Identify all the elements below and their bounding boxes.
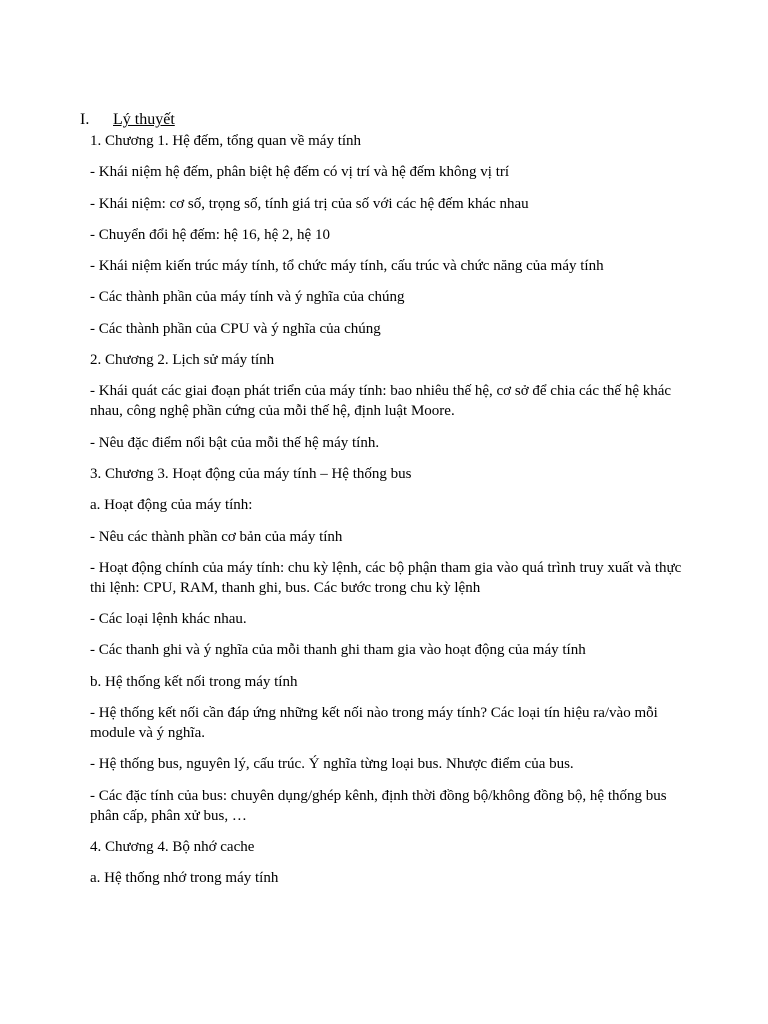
list-item: - Khái niệm: cơ số, trọng số, tính giá trị của số với các hệ đếm khác nhau: [90, 195, 529, 212]
section-title: Lý thuyết: [113, 111, 175, 128]
list-item: - Các thanh ghi và ý nghĩa của mỗi thanh ghi tham gia vào hoạt động của máy tính: [90, 642, 586, 659]
list-item: - Hệ thống kết nối cần đáp ứng những kết nối nào trong máy tính? Các loại tín hiệu ra/vào mỗi module và ý nghĩa.: [90, 705, 658, 742]
list-item: - Các thành phần của CPU và ý nghĩa của chúng: [90, 320, 381, 337]
subsection-heading: b. Hệ thống kết nối trong máy tính: [90, 673, 298, 690]
list-item: - Khái quát các giai đoạn phát triển của máy tính: bao nhiêu thế hệ, cơ sở để chia các thế hệ khác nhau, công nghệ phần cứng của mỗi thế hệ, định luật Moore.: [90, 383, 672, 420]
chapter-heading: 1. Chương 1. Hệ đếm, tổng quan về máy tính: [90, 133, 362, 149]
list-item: - Hệ thống bus, nguyên lý, cấu trúc. Ý nghĩa từng loại bus. Nhược điểm của bus.: [90, 756, 574, 773]
list-item: - Hoạt động chính của máy tính: chu kỳ lệnh, các bộ phận tham gia vào quá trình truy xuất và thực thi lệnh: CPU, RAM, thanh ghi, bus. Các bước trong chu kỳ lệnh: [90, 559, 682, 596]
chapter-heading: 3. Chương 3. Hoạt động của máy tính – Hệ thống bus: [90, 465, 412, 482]
list-item: - Các loại lệnh khác nhau.: [90, 611, 247, 628]
section-heading: [80, 110, 175, 130]
list-item: - Chuyển đổi hệ đếm: hệ 16, hệ 2, hệ 10: [90, 226, 330, 243]
chapter-heading: 4. Chương 4. Bộ nhớ cache: [90, 838, 255, 855]
subsection-heading: a. Hoạt động của máy tính:: [90, 497, 253, 514]
section-number: I.: [80, 111, 90, 128]
list-item: - Nêu đặc điểm nổi bật của mỗi thế hệ máy tính.: [90, 434, 380, 451]
list-item: - Khái niệm hệ đếm, phân biệt hệ đếm có vị trí và hệ đếm không vị trí: [90, 164, 510, 181]
chapter-heading: 2. Chương 2. Lịch sử máy tính: [90, 352, 275, 369]
list-item: - Các đặc tính của bus: chuyên dụng/ghép kênh, định thời đồng bộ/không đồng bộ, hệ thống bus phân cấp, phân xử bus, …: [90, 787, 667, 824]
list-item: - Nêu các thành phần cơ bản của máy tính: [90, 528, 343, 545]
list-item: - Các thành phần của máy tính và ý nghĩa của chúng: [90, 289, 405, 306]
list-item: - Khái niệm kiến trúc máy tính, tổ chức máy tính, cấu trúc và chức năng của máy tính: [90, 258, 604, 275]
document-body: [90, 131, 690, 900]
subsection-heading: a. Hệ thống nhớ trong máy tính: [90, 870, 279, 887]
